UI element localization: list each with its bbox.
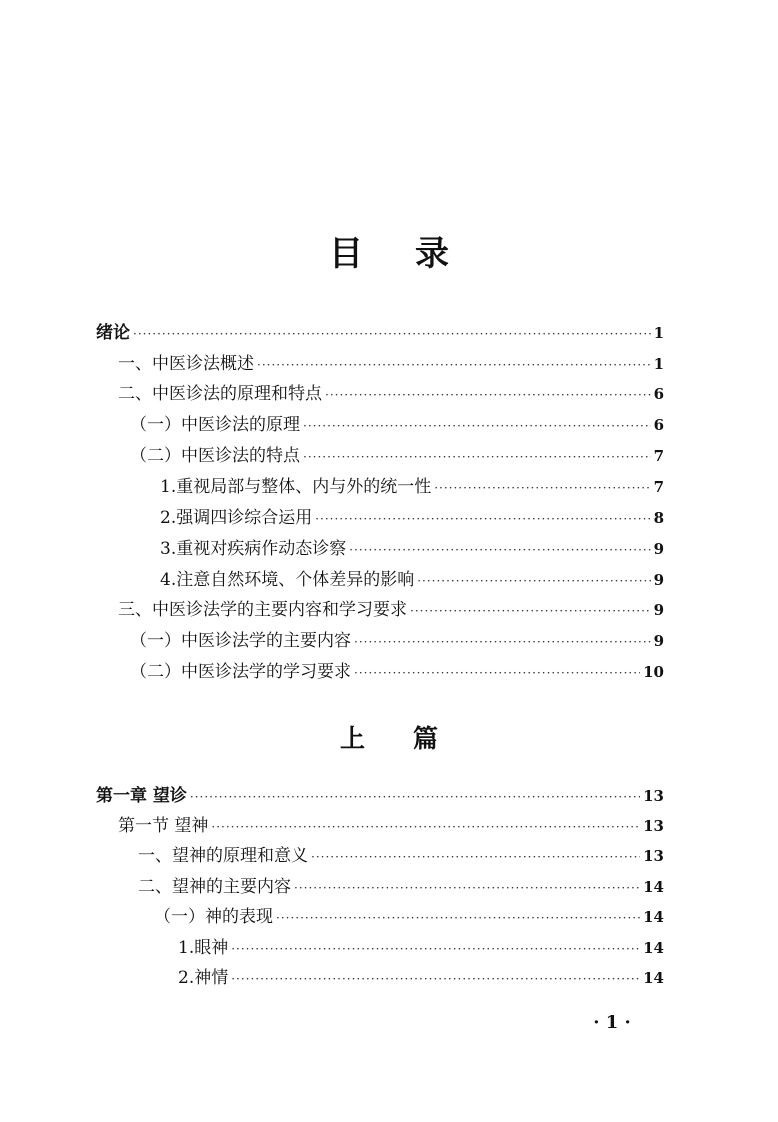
toc-entry-page: 13 (643, 847, 664, 865)
toc-entry-label: 第一节 望神 (118, 816, 209, 836)
toc-leader-dots (311, 842, 640, 872)
toc-leader-dots (354, 658, 640, 688)
toc-entry-label: 2.强调四诊综合运用 (160, 508, 313, 528)
toc-entry-page: 14 (643, 908, 664, 926)
toc-leader-dots (315, 504, 650, 534)
toc-leader-dots (211, 812, 640, 842)
toc-leader-dots (276, 903, 640, 933)
toc-heading-char-2: 录 (415, 234, 449, 274)
toc-entry-label: （一）中医诊法的原理 (130, 415, 300, 435)
toc-entry[interactable] (130, 410, 664, 440)
toc-entry-page: 1 (653, 324, 664, 342)
toc-leader-dots (231, 934, 640, 964)
toc-entry[interactable] (96, 318, 664, 348)
toc-entry-label: （一）中医诊法学的主要内容 (130, 631, 351, 651)
toc-entry[interactable] (138, 872, 664, 902)
page-number: · 1 · (593, 1012, 631, 1033)
toc-entry-label: 二、中医诊法的原理和特点 (118, 384, 322, 404)
toc-entry-label: 一、中医诊法概述 (118, 354, 254, 374)
toc-entry[interactable] (130, 626, 664, 656)
toc-leader-dots (417, 566, 650, 596)
toc-leader-dots (231, 964, 640, 994)
toc-entry-page: 9 (653, 571, 664, 589)
toc-entry[interactable] (160, 472, 664, 502)
toc-entry-page: 1 (653, 355, 664, 373)
toc-entry-label: 三、中医诊法学的主要内容和学习要求 (118, 600, 407, 620)
toc-entry-page: 7 (653, 447, 664, 465)
toc-heading-char-1: 目 (329, 234, 363, 274)
toc-entry[interactable] (118, 379, 664, 409)
toc-entry-page: 10 (643, 663, 664, 681)
toc-entry-label: （二）中医诊法的特点 (130, 446, 300, 466)
toc-leader-dots (325, 380, 651, 410)
toc-leader-dots (294, 873, 640, 903)
toc-entry-label: 2.神情 (178, 968, 229, 988)
toc-entry-page: 6 (653, 385, 664, 403)
part-heading (0, 719, 778, 755)
toc-entry-page: 9 (653, 632, 664, 650)
toc-entry-label: 绪论 (96, 323, 130, 343)
toc-entry-label: 第一章 望诊 (96, 786, 187, 806)
toc-entry-page: 7 (653, 478, 664, 496)
toc-entry-page: 13 (643, 817, 664, 835)
toc-leader-dots (257, 350, 651, 380)
toc-entry[interactable] (96, 781, 664, 811)
toc-entry-label: （一）神的表现 (154, 907, 273, 927)
toc-leader-dots (410, 596, 651, 626)
toc-entry-page: 9 (653, 601, 664, 619)
toc-entry-page: 14 (643, 939, 664, 957)
toc-entry[interactable] (138, 841, 664, 871)
toc-entry[interactable] (178, 963, 664, 993)
toc-leader-dots (190, 782, 640, 812)
toc-entry-label: 3.重视对疾病作动态诊察 (160, 539, 347, 559)
toc-entry-label: 1.重视局部与整体、内与外的统一性 (160, 477, 432, 497)
toc-heading (0, 226, 778, 275)
toc-entry-page: 14 (643, 878, 664, 896)
part-heading-char-1: 上 (339, 724, 365, 753)
toc-entry[interactable] (118, 595, 664, 625)
toc-entry[interactable] (118, 349, 664, 379)
toc-entry[interactable] (118, 811, 664, 841)
part-heading-char-2: 篇 (413, 724, 439, 753)
toc-leader-dots (303, 442, 651, 472)
toc-leader-dots (349, 535, 650, 565)
toc-entry-label: 二、望神的主要内容 (138, 877, 291, 897)
toc-entry[interactable] (160, 565, 664, 595)
toc-entry-label: 1.眼神 (178, 938, 229, 958)
toc-entry-label: （二）中医诊法学的学习要求 (130, 662, 351, 682)
toc-entry[interactable] (160, 503, 664, 533)
toc-entry[interactable] (130, 657, 664, 687)
toc-entry[interactable] (154, 902, 664, 932)
toc-entry-page: 6 (653, 416, 664, 434)
toc-entry-page: 9 (653, 540, 664, 558)
toc-leader-dots (303, 411, 651, 441)
toc-entry-page: 13 (643, 787, 664, 805)
toc-leader-dots (354, 627, 651, 657)
toc-entry-page: 14 (643, 969, 664, 987)
toc-entry-page: 8 (653, 509, 664, 527)
toc-entry-label: 一、望神的原理和意义 (138, 846, 308, 866)
toc-entry[interactable] (130, 441, 664, 471)
toc-entry[interactable] (178, 933, 664, 963)
toc-leader-dots (133, 319, 651, 349)
toc-leader-dots (434, 473, 650, 503)
toc-entry[interactable] (160, 534, 664, 564)
toc-entry-label: 4.注意自然环境、个体差异的影响 (160, 570, 415, 590)
